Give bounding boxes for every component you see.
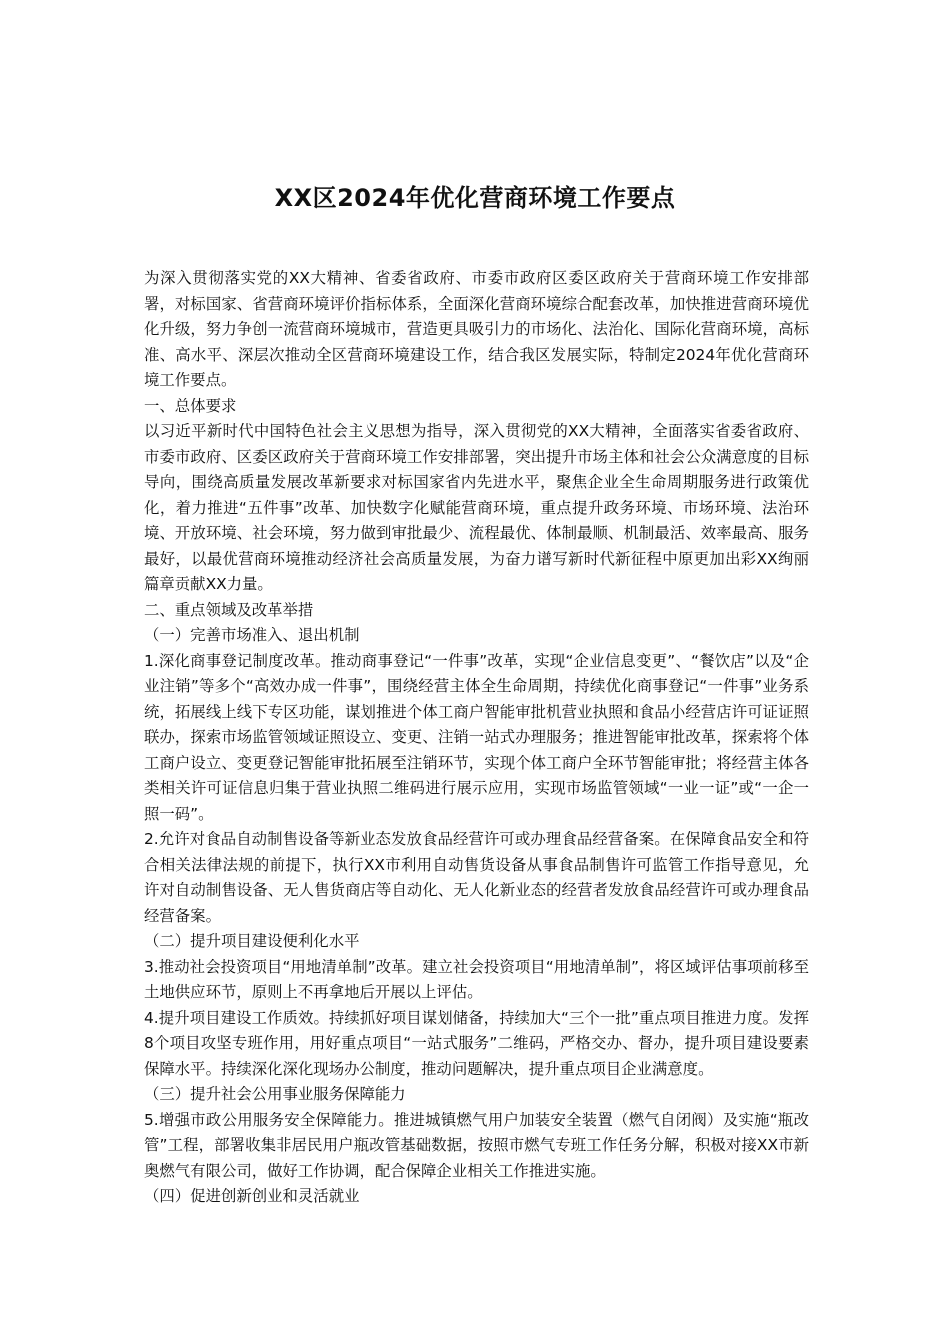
subsection-heading-1: （一）完善市场准入、退出机制 xyxy=(144,626,360,644)
item-2-paragraph: 2.允许对食品自动制售设备等新业态发放食品经营许可或办理食品经营备案。在保障食品安全和符合相关法律法规的前提下，执行XX市利用自动售货设备从事食品制售许可监管工作指导意见，允许对自动制售设备、无人售货商店等自动化、无人化新业态的经营者发放食品经营许可或办理食品经营备案。 xyxy=(144,830,809,925)
section-heading-2: 二、重点领域及改革举措 xyxy=(144,600,314,619)
document-title: XX区2024年优化营商环境工作要点 xyxy=(274,184,676,212)
subsection-heading-3: （三）提升社会公用事业服务保障能力 xyxy=(144,1085,406,1103)
item-5-paragraph: 5.增强市政公用服务安全保障能力。推进城镇燃气用户加装安全装置（燃气自闭阀）及实施“瓶改管”工程，部署收集非居民用户瓶改管基础数据，按照市燃气专班工作任务分解，积极对接XX市新奥燃气有限公司，做好工作协调，配合保障企业相关工作推进实施。 xyxy=(144,1110,809,1180)
item-3-paragraph: 3.推动社会投资项目“用地清单制”改革。建立社会投资项目“用地清单制”，将区域评估事项前移至土地供应环节，原则上不再拿地后开展以上评估。 xyxy=(144,957,809,1001)
item-1-paragraph: 1.深化商事登记制度改革。推动商事登记“一件事”改革，实现“企业信息变更”、“餐饮店”以及“企业注销”等多个“高效办成一件事”，围绕经营主体全生命周期，持续优化商事登记“一件事”业务系统，拓展线上线下专区功能，谋划推进个体工商户智能审批机营业执照和食品小经营店许可证证照联办，探索市场监管领域证照设立、变更、注销一站式办理服务；推进智能审批改革，探索将个体工商户设立、变更登记智能审批拓展至注销环节，实现个体工商户全环节智能审批；将经营主体各类相关许可证信息归集于营业执照二维码进行展示应用，实现市场监管领域“一业一证”或“一企一照一码”。 xyxy=(144,651,809,823)
subsection-heading-2: （二）提升项目建设便利化水平 xyxy=(144,932,360,950)
overall-requirements-paragraph: 以习近平新时代中国特色社会主义思想为指导，深入贯彻党的XX大精神，全面落实省委省政府、市委市政府、区委区政府关于营商环境工作安排部署，突出提升市场主体和社会公众满意度的目标导向，围绕高质量发展改革新要求对标国家省内先进水平，聚焦企业全生命周期服务进行政策优化，着力推进“五件事”改革、加快数字化赋能营商环境，重点提升政务环境、市场环境、法治环境、开放环境、社会环境，努力做到审批最少、流程最优、体制最顺、机制最活、效率最高、服务最好，以最优营商环境推动经济社会高质量发展，为奋力谱写新时代新征程中原更加出彩XX绚丽篇章贡献XX力量。 xyxy=(144,422,809,593)
section-heading-1: 一、总体要求 xyxy=(144,396,237,415)
item-4-paragraph: 4.提升项目建设工作质效。持续抓好项目谋划储备，持续加大“三个一批”重点项目推进力度。发挥8个项目攻坚专班作用，用好重点项目“一站式服务”二维码，严格交办、督办，提升项目建设要素保障水平。持续深化深化现场办公制度，推动问题解决，提升重点项目企业满意度。 xyxy=(144,1008,809,1078)
subsection-heading-4: （四）促进创新创业和灵活就业 xyxy=(144,1187,360,1205)
document-body xyxy=(144,266,809,1210)
intro-paragraph: 为深入贯彻落实党的XX大精神、省委省政府、市委市政府区委区政府关于营商环境工作安排部署，对标国家、省营商环境评价指标体系，全面深化营商环境综合配套改革，加快推进营商环境优化升级，努力争创一流营商环境城市，营造更具吸引力的市场化、法治化、国际化营商环境，高标准、高水平、深层次推动全区营商环境建设工作，结合我区发展实际，特制定2024年优化营商环境工作要点。 xyxy=(144,269,809,389)
